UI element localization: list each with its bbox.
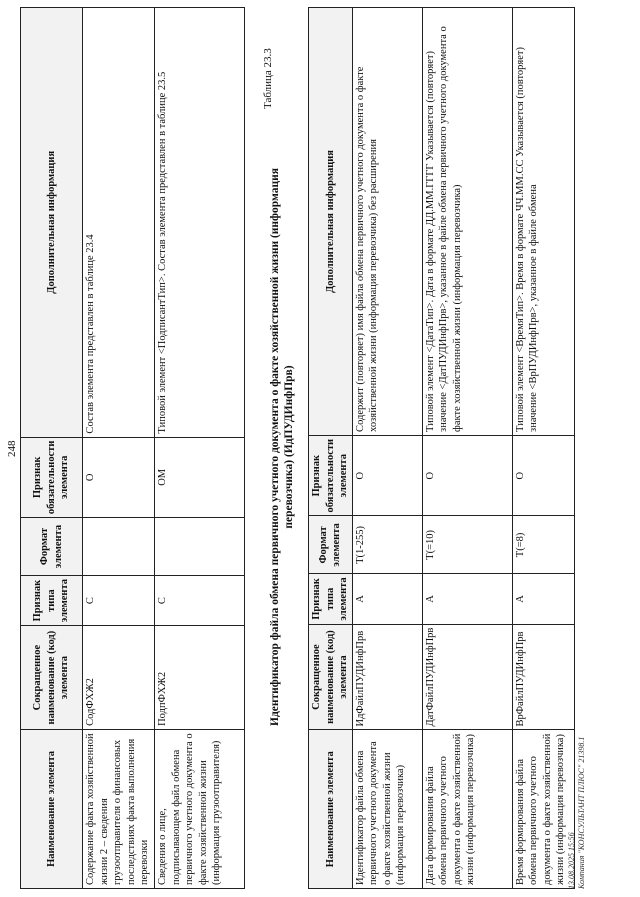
cell-type: А (512, 574, 574, 624)
cell-name: Дата формирования файла обмена первичного учетного документа о факте хозяйственной жизни (информация перевозчика) (422, 730, 512, 889)
top-table-header (21, 8, 83, 889)
cell-required: О (512, 435, 574, 516)
cell-required: О (83, 437, 155, 518)
cell-info: Типовой элемент <ВремяТип>. Время в формате ЧЧ.ММ.СС Указывается (повторяет) значение <ВрПУДИнфПрв>, указанное в файле обмена (512, 8, 574, 436)
col-header-required: Признак обязательности элемента (309, 435, 353, 516)
col-header-type: Признак типа элемента (21, 575, 83, 625)
cell-name: Идентификатор файла обмена первичного учетного документа о факте хозяйственной жизни (информация перевозчика) (352, 730, 422, 889)
cell-info: Содержит (повторяет) имя файла обмена первичного учетного документа о факте хозяйственной жизни (информация перевозчика) без расширения (352, 8, 422, 436)
cell-type: А (422, 574, 512, 624)
col-header-format: Формат элемента (21, 518, 83, 576)
table-number-label: Таблица 23.3 (262, 48, 274, 109)
cell-format (83, 518, 155, 576)
cell-code: ДатФайлПУДИнфПрв (422, 624, 512, 730)
cell-type: С (155, 575, 245, 625)
cell-name: Содержание факта хозяйственной жизни 2 – сведения грузоотправителя о финансовых последствиях факта выполнения перевозки (83, 729, 155, 888)
footer-timestamp: 13.08.2025 15:56 (567, 832, 576, 889)
cell-info: Типовой элемент <ДатаТип>. Дата в формате ДД.ММ.ГГГГ Указывается (повторяет) значение <ДатПУДИнфПрв>, указанное в файле обмена первичного учетного документа о факте хозяйственной жизни (информация перевозчика) (422, 8, 512, 436)
cell-name: Сведения о лице, подписывающем файл обмена первичного учетного документа о факте хозяйственной жизни (информация грузоотправителя) (155, 729, 245, 888)
col-header-code: Сокращенное наименование (код) элемента (309, 624, 353, 730)
col-header-name: Наименование элемента (21, 729, 83, 888)
col-header-type: Признак типа элемента (309, 574, 353, 624)
cell-type: С (83, 575, 155, 625)
cell-format: T(=8) (512, 516, 574, 574)
footer-source: Компания "КОНСУЛЬТАНТ ПЛЮС" 21398.1 (577, 736, 586, 889)
bottom-table (308, 7, 575, 889)
cell-info: Типовой элемент <ПодписантТип>. Состав элемента представлен в таблице 23.5 (155, 8, 245, 438)
section-title: Идентификатор файла обмена первичного учетного документа о факте хозяйственной жизни (информация перевозчика) (ИдПУДИнфПрв) (269, 168, 295, 726)
cell-code: ВрФайлПУДИнфПрв (512, 624, 574, 730)
cell-code: СодФХЖ2 (83, 626, 155, 730)
page-number: 248 (6, 440, 18, 457)
col-header-info: Дополнительная информация (21, 8, 83, 438)
cell-type: А (352, 574, 422, 624)
cell-code: ИдФайлПУДИнфПрв (352, 624, 422, 730)
top-table (20, 7, 245, 889)
table-row (512, 8, 574, 889)
cell-required: О (422, 435, 512, 516)
cell-name: Время формирования файла обмена первичного учетного документа о факте хозяйственной жизни (информация перевозчика) (512, 730, 574, 889)
col-header-required: Признак обязательности элемента (21, 437, 83, 518)
bottom-table-header (309, 8, 353, 889)
col-header-format: Формат элемента (309, 516, 353, 574)
col-header-code: Сокращенное наименование (код) элемента (21, 626, 83, 730)
table-row (83, 8, 155, 889)
table-row (422, 8, 512, 889)
cell-format (155, 518, 245, 576)
cell-info: Состав элемента представлен в таблице 23.4 (83, 8, 155, 438)
print-footer (567, 737, 587, 889)
cell-required: ОМ (155, 437, 245, 518)
col-header-name: Наименование элемента (309, 730, 353, 889)
table-row (155, 8, 245, 889)
table-row (352, 8, 422, 889)
cell-format: T(=10) (422, 516, 512, 574)
cell-format: T(1-255) (352, 516, 422, 574)
cell-required: О (352, 435, 422, 516)
cell-code: ПодпФХЖ2 (155, 626, 245, 730)
col-header-info: Дополнительная информация (309, 8, 353, 436)
